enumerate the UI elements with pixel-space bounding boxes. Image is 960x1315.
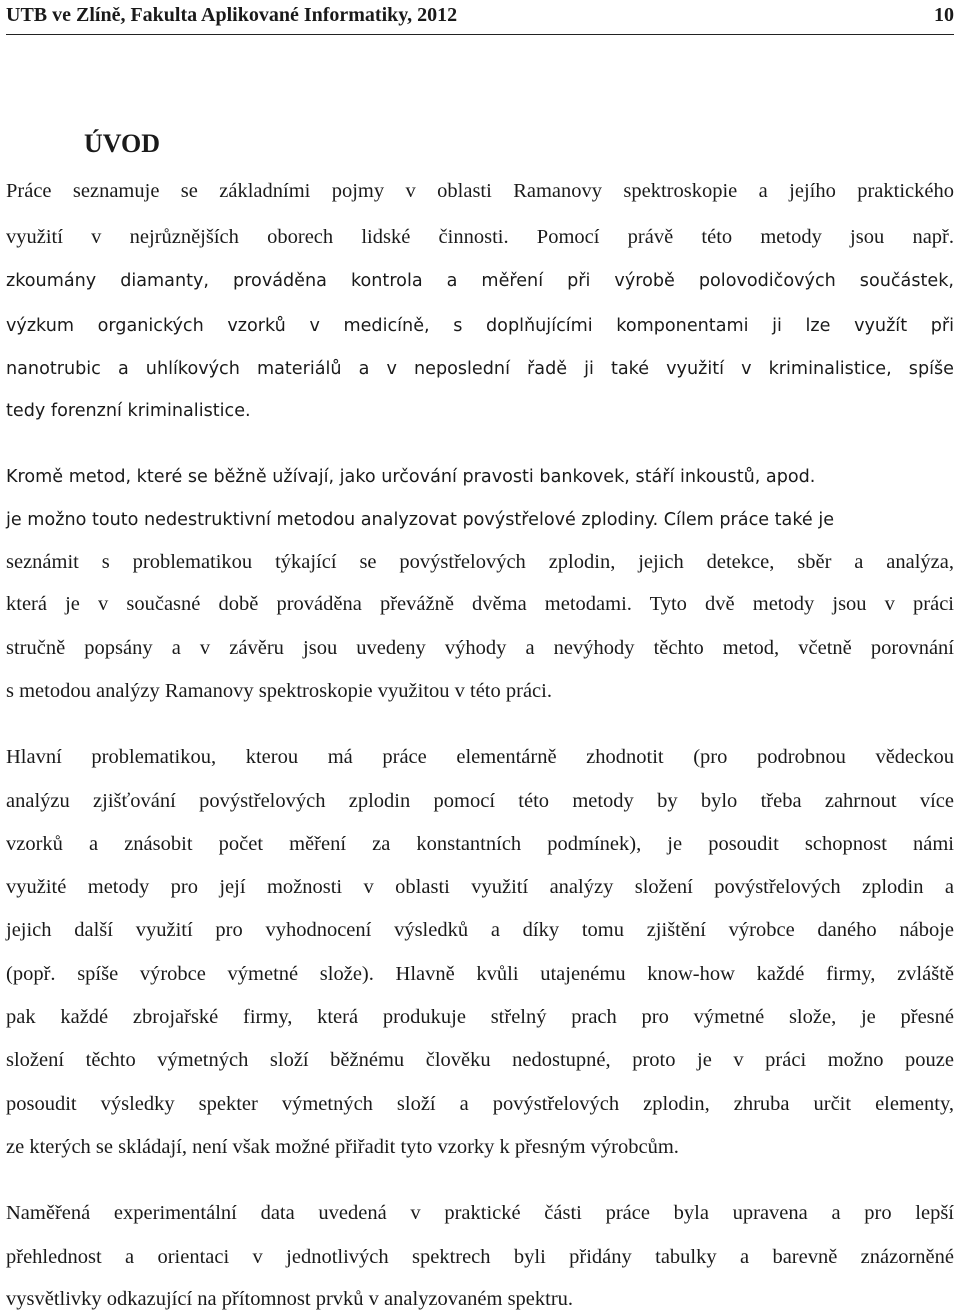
- text-line: výzkum organických vzorků v medicíně, s doplňujícími komponentami ji lze využít při: [6, 316, 954, 336]
- text-line: tedy forenzní kriminalistice.: [6, 401, 251, 421]
- text-line: přehlednost a orientaci v jednotlivých spektrech byli přidány tabulky a barevně znázorněné: [6, 1246, 954, 1268]
- text-line: posoudit výsledky spekter výmetných složí a povýstřelových zplodin, zhruba určit elementy,: [6, 1093, 954, 1115]
- text-line: je možno touto nedestruktivní metodou analyzovat povýstřelové zplodiny. Cílem práce také je: [6, 510, 835, 530]
- text-line: vzorků a znásobit počet měření za konstantních podmínek), je posoudit schopnost námi: [6, 833, 954, 855]
- page-header: [6, 0, 954, 35]
- text-line: seznámit s problematikou týkající se povýstřelových zplodin, jejich detekce, sběr a analýza,: [6, 551, 954, 573]
- section-heading: ÚVOD: [84, 129, 161, 158]
- text-line: Hlavní problematikou, kterou má práce elementárně zhodnotit (pro podrobnou vědeckou: [6, 746, 954, 768]
- text-line: Práce seznamuje se základními pojmy v oblasti Ramanovy spektroskopie a jejího praktického: [6, 180, 954, 202]
- text-line: využití v nejrůznějších oborech lidské činnosti. Pomocí právě této metody jsou např.: [6, 226, 954, 248]
- text-line: využité metody pro její možnosti v oblasti využití analýzy složení povýstřelových zplodin a: [6, 876, 954, 898]
- text-line: Naměřená experimentální data uvedená v praktické části práce byla upravena a pro lepší: [6, 1202, 954, 1224]
- page-number: 10: [934, 4, 954, 26]
- text-line: složení těchto výmetných složí běžnému člověku nedostupné, proto je v práci možno pouze: [6, 1049, 954, 1071]
- text-line: Kromě metod, které se běžně užívají, jako určování pravosti bankovek, stáří inkoustů, apod.: [6, 467, 816, 487]
- text-line: nanotrubic a uhlíkových materiálů a v neposlední řadě ji také využití v kriminalistice, spíše: [6, 359, 954, 379]
- text-line: s metodou analýzy Ramanovy spektroskopie využitou v této práci.: [6, 680, 552, 702]
- text-line: analýzu zjišťování povýstřelových zplodin pomocí této metody by bylo třeba zahrnout více: [6, 790, 954, 812]
- text-line: vysvětlivky odkazující na přítomnost prvků v analyzovaném spektru.: [6, 1288, 574, 1310]
- text-line: ze kterých se skládají, není však možné přiřadit tyto vzorky k přesným výrobcům.: [6, 1136, 679, 1158]
- header-title: UTB ve Zlíně, Fakulta Aplikované Informatiky, 2012: [6, 4, 458, 26]
- text-line: stručně popsány a v závěru jsou uvedeny výhody a nevýhody těchto metod, včetně porovnání: [6, 637, 954, 659]
- text-line: jejich další využití pro vyhodnocení výsledků a díky tomu zjištění výrobce daného náboje: [6, 919, 954, 941]
- text-line: pak každé zbrojařské firmy, která produkuje střelný prach pro výmetné slože, je přesné: [6, 1006, 954, 1028]
- text-line: zkoumány diamanty, prováděna kontrola a měření při výrobě polovodičových součástek,: [6, 271, 954, 291]
- text-line: (popř. spíše výrobce výmetné slože). Hlavně kvůli utajenému know-how každé firmy, zvláště: [6, 963, 954, 985]
- text-line: která je v současné době prováděna převážně dvěma metodami. Tyto dvě metody jsou v práci: [6, 593, 954, 615]
